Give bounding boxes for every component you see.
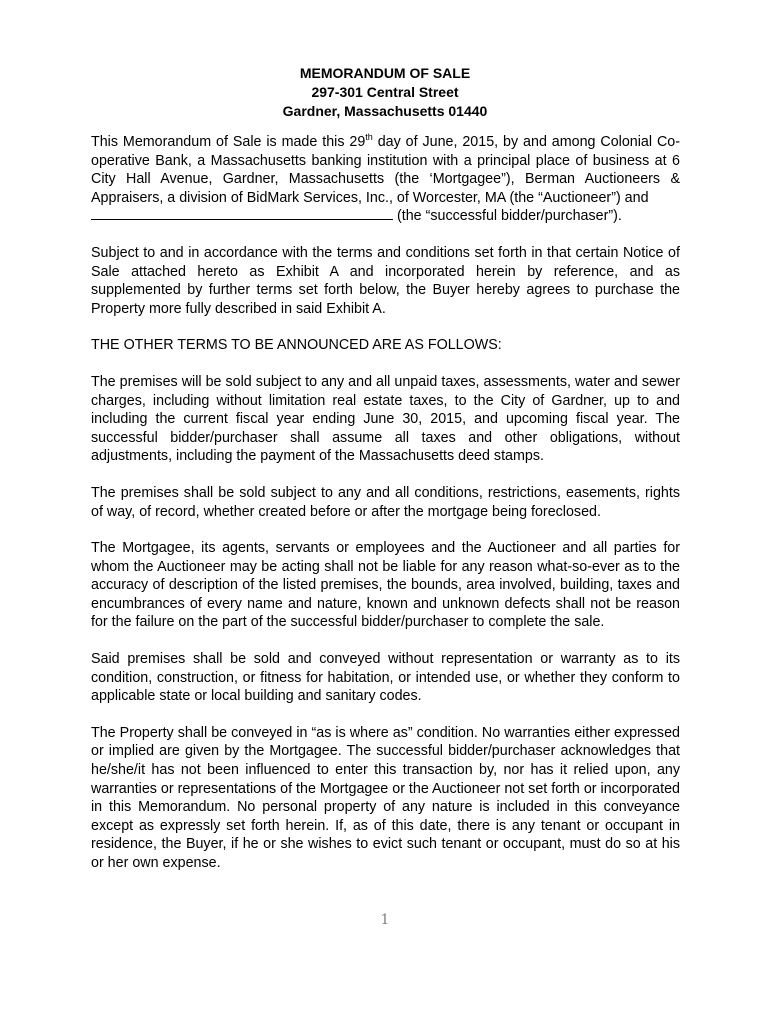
property-street: 297-301 Central Street — [311, 84, 459, 100]
paragraph-other-terms-heading: THE OTHER TERMS TO BE ANNOUNCED ARE AS FOLLOWS: — [91, 337, 502, 354]
paragraph-no-representation: Said premises shall be sold and conveyed without representation or warranty as to its condition, construction, or fitness for habitation, or intended use, or whether they conform to applicable state or local building and sanitary codes. — [91, 651, 680, 705]
intro-text-middle: day of June, 2015, by and among Colonial Co-operative Bank, a Massachusetts banking institution with a principal place of business at 6 City Hall Avenue, Gardner, Massachusetts (the ‘Mortgagee”), Berman Auctioneers & Appraisers, a division of BidMark Services, Inc., of Worcester, MA (the “Auctioneer”) and — [91, 134, 681, 206]
document-title: MEMORANDUM OF SALE — [299, 65, 471, 81]
document-body — [91, 133, 680, 891]
paragraph-exhibit: Subject to and in accordance with the terms and conditions set forth in that certain Notice of Sale attached hereto as Exhibit A and incorporated herein by reference, and as supplemented by further terms set forth below, the Buyer hereby agrees to purchase the Property more fully described in said Exhibit A. — [91, 244, 680, 317]
intro-text-end: (the “successful bidder/purchaser”). — [393, 208, 622, 225]
paragraph-conditions: The premises shall be sold subject to any and all conditions, restrictions, easements, rights of way, of record, whether created before or after the mortgage being foreclosed. — [91, 484, 680, 520]
page-number: 1 — [380, 912, 390, 928]
property-city: Gardner, Massachusetts 01440 — [282, 103, 488, 119]
document-header — [0, 64, 770, 121]
date-ordinal-suffix: th — [365, 132, 373, 143]
intro-paragraph — [91, 133, 680, 226]
paragraph-liability: The Mortgagee, its agents, servants or employees and the Auctioneer and all parties for whom the Auctioneer may be acting shall not be liable for any reason what-so-ever as to the accuracy of description of the listed premises, the bounds, area involved, building, taxes and encumbrances of every name and nature, known and unknown defects shall not be reason for the failure on the part of the successful bidder/purchaser to complete the sale. — [91, 540, 680, 631]
purchaser-name-blank[interactable] — [91, 207, 393, 220]
paragraph-as-is: The Property shall be conveyed in “as is where as” condition. No warranties either expressed or implied are given by the Mortgagee. The successful bidder/purchaser acknowledges that he/she/it has not been influenced to enter this transaction by, nor has it relied upon, any warranties or representations of the Mortgagee or the Auctioneer not set forth or incorporated in this Memorandum. No personal property of any nature is included in this conveyance except as expressly set forth herein. If, as of this date, there is any tenant or occupant in residence, the Buyer, if he or she wishes to evict such tenant or occupant, must do so at his or her own expense. — [91, 724, 680, 871]
intro-text-start: This Memorandum of Sale is made this 29 — [91, 134, 366, 150]
paragraph-taxes: The premises will be sold subject to any and all unpaid taxes, assessments, water and sewer charges, including without limitation real estate taxes, to the City of Gardner, up to and including the current fiscal year ending June 30, 2015, and upcoming fiscal year. The successful bidder/purchaser shall assume all taxes and other obligations, without adjustments, including the payment of the Massachusetts deed stamps. — [91, 373, 680, 465]
